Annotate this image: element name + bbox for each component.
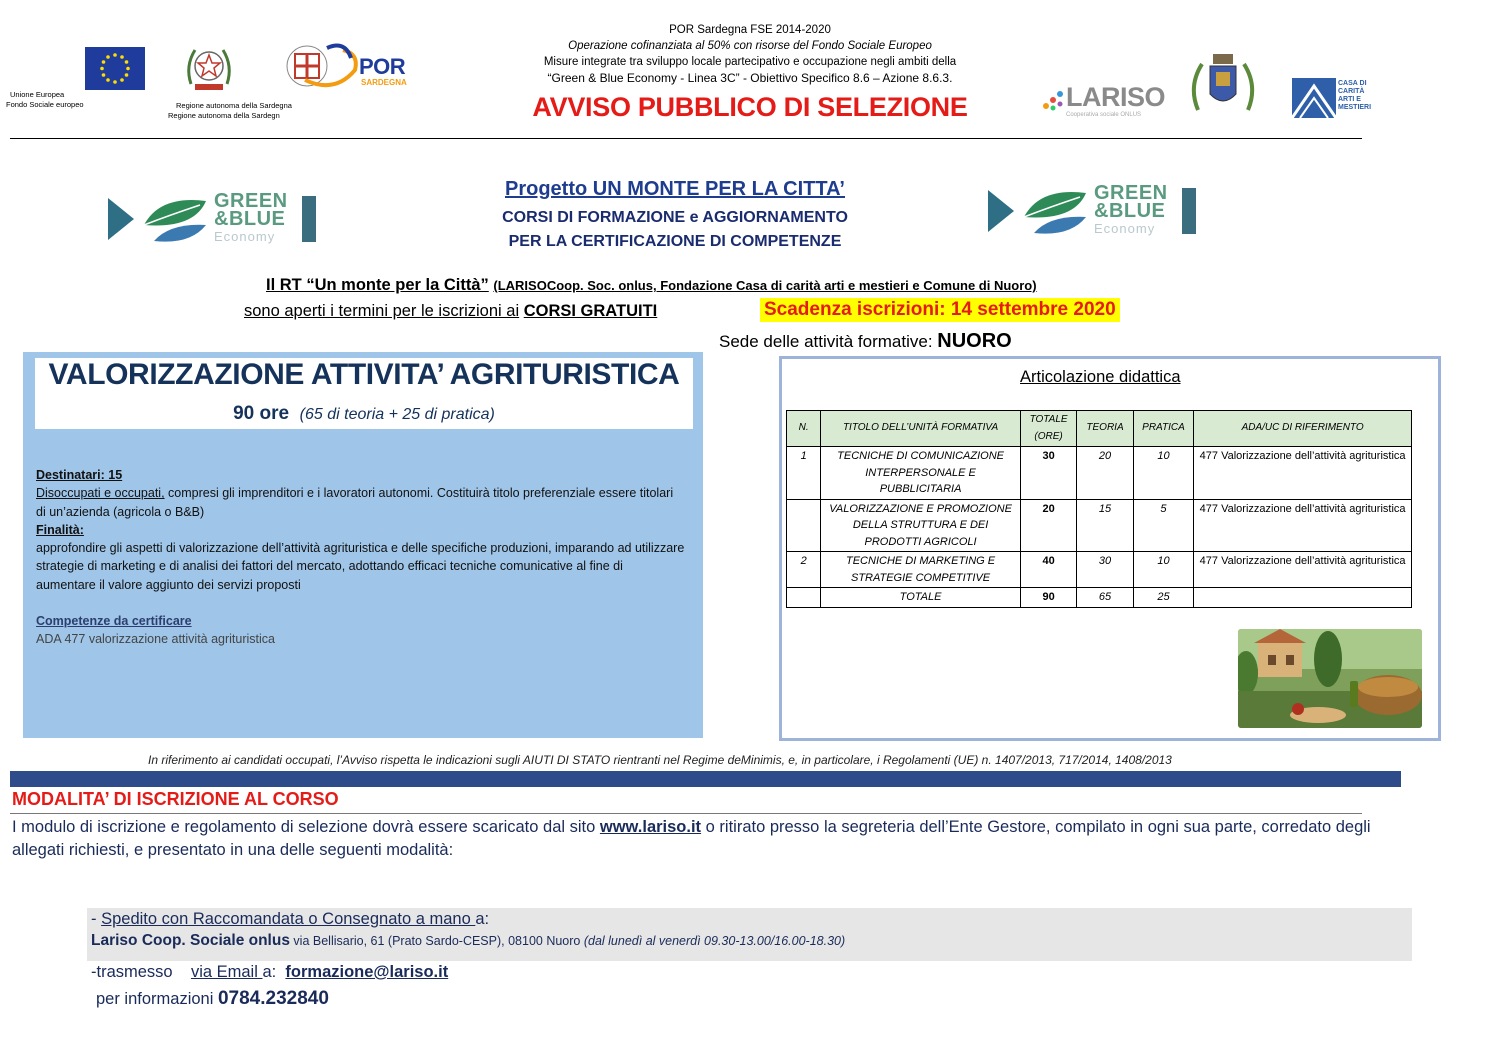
casa-logo-text: CASA DI CARITÀ ARTI E MESTIERI: [1338, 80, 1372, 111]
course-details: [36, 466, 686, 649]
por-logo-text: POR: [359, 54, 406, 79]
italy-caption: Regione autonoma della Sardegna Regione autonoma della Sardegn: [168, 101, 292, 120]
project-subtitle: CORSI DI FORMAZIONE e AGGIORNAMENTO PER LA CERTIFICAZIONE DI COMPETENZE: [502, 209, 848, 250]
sede-line: Sede delle attività formative: NUORO: [719, 330, 1012, 352]
deminimis-note: In riferimento ai candidati occupati, l’Avviso rispetta le indicazioni sugli AIUTI DI STATO rientranti nel Regime deMinimis, e, in particolare, i Regolamenti (UE) n. 1407/2013, 717/2014, 1408/2013: [148, 753, 1172, 767]
open-line: sono aperti i termini per le iscrizioni ai CORSI GRATUITI: [244, 302, 658, 320]
destinatari-label: Destinatari: 15: [36, 468, 123, 482]
lariso-address-line: Lariso Coop. Sociale onlus via Bellisario, 61 (Prato Sardo-CESP), 08100 Nuoro (dal lunedì al venerdì 09.30-13.00/16.00-18.30): [91, 932, 846, 949]
rt-line: Il RT “Un monte per la Città” (LARISOCoop. Soc. onlus, Fondazione Casa di carità arti e mestieri e Comune di Nuoro): [266, 276, 1037, 294]
eu-flag-logo: [85, 47, 145, 90]
lariso-logo: [1042, 82, 1167, 122]
modalita-divider: [10, 813, 1362, 814]
phone-number: 0784.232840: [217, 988, 329, 1009]
table-row: 2 TECNICHE DI MARKETING E STRATEGIE COMPETITIVE 40 30 10 477 Valorizzazione dell’attività agrituristica: [787, 552, 1412, 588]
spedito-line: - Spedito con Raccomandata o Consegnato a mano a:: [91, 910, 490, 928]
info-line: per informazioni 0784.232840: [96, 988, 329, 1009]
green-blue-logo-right: GREEN &BLUE Economy: [988, 184, 1196, 238]
course-hours: 90 ore (65 di teoria + 25 di pratica): [233, 403, 495, 424]
leaf-icon: [1020, 187, 1090, 235]
finalita-label: Finalità:: [36, 522, 84, 537]
lariso-logo-text: LARISO: [1066, 82, 1166, 112]
eu-caption: Unione Europea Fondo Sociale europeo: [6, 90, 84, 109]
competenze-text: ADA 477 valorizzazione attività agrituristica: [36, 632, 276, 647]
project-title: Progetto UN MONTE PER LA CITTA’: [505, 178, 845, 200]
finalita-text: approfondire gli aspetti di valorizzazione dell’attività agrituristica e delle specifiche produzioni, imparando ad utilizzare strategie di marketing e di analisi dei fattori del mercato, adottando efficaci tecniche comunicative al fine di aumentare il valore aggiunto dei servizi proposti: [36, 541, 685, 592]
leaf-icon: [140, 195, 210, 243]
casa-carita-logo: [1292, 78, 1372, 120]
table-row: 1 TECNICHE DI COMUNICAZIONE INTERPERSONALE E PUBBLICITARIA 30 20 10 477 Valorizzazione dell’attività agrituristica: [787, 447, 1412, 500]
por-logo-sub: SARDEGNA: [361, 78, 407, 87]
avviso-title: AVVISO PUBBLICO DI SELEZIONE: [532, 92, 968, 122]
destinatari-text: Disoccupati e occupati, compresi gli imprenditori e i lavoratori autonomi. Costituirà titolo preferenziale essere titolari di un’azienda (agricola o B&B): [36, 486, 674, 519]
por-description: POR Sardegna FSE 2014-2020 Operazione cofinanziata al 50% con risorse del Fondo Sociale Europeo Misure integrate tra sviluppo locale partecipativo e occupazione negli ambiti della “Green & Blue Economy - Linea 3C” - Obiettivo Specifico 8.6 – Azione 8.6.3.: [543, 24, 957, 85]
deadline-badge: Scadenza iscrizioni: 14 settembre 2020: [760, 298, 1120, 322]
por-sardegna-logo: [285, 40, 405, 94]
course-title: VALORIZZAZIONE ATTIVITA’ AGRITURISTICA: [48, 358, 680, 391]
arrow-icon: [108, 198, 134, 240]
italy-emblem-logo: [183, 40, 235, 96]
agriturismo-photo: [1238, 629, 1422, 728]
arrow-icon: [988, 190, 1014, 232]
competenze-label: Competenze da certificare: [36, 614, 192, 629]
modalita-title: MODALITA’ DI ISCRIZIONE AL CORSO: [12, 789, 339, 809]
articolazione-title: Articolazione didattica: [1020, 368, 1181, 386]
trasmesso-line: -trasmesso via Email a: formazione@lariso.it: [91, 963, 449, 981]
lariso-website-link[interactable]: www.lariso.it: [599, 818, 702, 836]
email-link[interactable]: formazione@lariso.it: [285, 963, 449, 981]
nuoro-coat-of-arms-logo: [1188, 50, 1258, 122]
modalita-text: I modulo di iscrizione e regolamento di selezione dovrà essere scaricato dal sito www.lariso.it o ritirato presso la segreteria dell’Ente Gestore, compilato in ogni sua parte, corredato degli allegati richiesti, e presentato in una delle seguenti modalità:: [12, 818, 1371, 859]
header-divider: [10, 138, 1362, 139]
table-row: VALORIZZAZIONE E PROMOZIONE DELLA STRUTTURA E DEI PRODOTTI AGRICOLI 20 15 5 477 Valorizzazione dell’attività agrituristica: [787, 499, 1412, 552]
table-header-row: N. TITOLO DELL’UNITÀ FORMATIVA TOTALE (ORE) TEORIA PRATICA ADA/UC DI RIFERIMENTO: [787, 411, 1412, 447]
lariso-logo-tagline: Cooperativa sociale ONLUS: [1066, 112, 1142, 118]
articolazione-table: [786, 410, 1412, 608]
table-total-row: TOTALE 90 65 25: [787, 588, 1412, 608]
section-divider-bar: [10, 771, 1401, 787]
green-blue-logo-left: GREEN &BLUE Economy: [108, 192, 316, 246]
